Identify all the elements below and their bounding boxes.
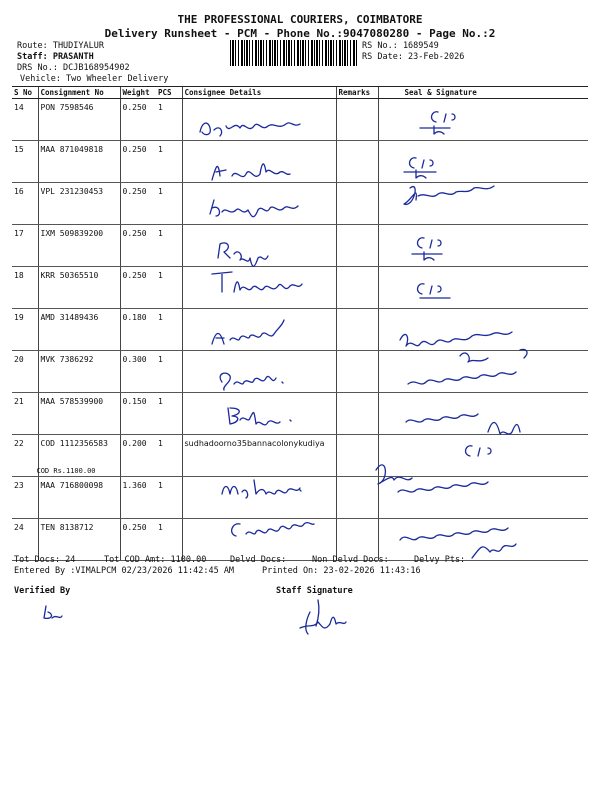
header-consignee: Consignee Details [182,87,336,99]
table-row [12,435,588,477]
row-sno: 24 [12,519,38,561]
runsheet-subtitle: Delivery Runsheet - PCM - Phone No.:9047080280 - Page No.:2 [104,27,496,40]
row-signature [378,393,588,435]
rs-number: RS No.: 1689549 [362,41,439,51]
row-pcs: 1 [156,393,182,435]
staff-label: Staff: PRASANTH [17,52,94,62]
barcode [230,40,358,66]
row-remarks [336,99,378,141]
row-consignee [182,141,336,183]
row-remarks [336,267,378,309]
runsheet-table [12,86,588,561]
row-consignment: PON 7598546 [38,99,120,141]
row-consignment [38,435,120,477]
row-remarks [336,393,378,435]
row-signature [378,225,588,267]
row-consignee [182,477,336,519]
table-row [12,267,588,309]
header-remarks: Remarks [336,87,378,99]
row-weight: 0.250 [120,267,156,309]
header-seal-signature: Seal & Signature [378,87,588,99]
row-weight: 0.250 [120,225,156,267]
table-row [12,183,588,225]
table-row [12,225,588,267]
signature [44,606,62,618]
row-consignment: MAA 716800098 [38,477,120,519]
row-consignment: IXM 509839200 [38,225,120,267]
row-pcs: 1 [156,435,182,477]
table-row [12,393,588,435]
row-pcs: 1 [156,183,182,225]
row-consignee [182,351,336,393]
row-weight: 0.250 [120,141,156,183]
row-weight: 0.250 [120,519,156,561]
table-row [12,477,588,519]
staff-signature-label: Staff Signature [276,586,353,596]
row-consignee [182,309,336,351]
row-sno: 16 [12,183,38,225]
row-signature [378,477,588,519]
table-header-row [12,87,588,99]
row-consignee: sudhadoorno35bannacolonykudiya [182,435,336,477]
row-sno: 15 [12,141,38,183]
row-consignment: MAA 578539900 [38,393,120,435]
row-sno: 23 [12,477,38,519]
cod-amount: COD Rs.1100.00 [36,467,96,475]
row-consignee [182,267,336,309]
entered-by: Entered By :VIMALPCM 02/23/2026 11:42:45 AM [14,566,235,576]
header-sno: S No [12,87,38,99]
row-remarks [336,435,378,477]
row-consignment: AMD 31489436 [38,309,120,351]
table-row [12,141,588,183]
table-row [12,351,588,393]
row-sno: 14 [12,99,38,141]
row-signature [378,267,588,309]
table-row [12,309,588,351]
row-remarks [336,351,378,393]
row-pcs: 1 [156,309,182,351]
row-signature [378,351,588,393]
table-row [12,519,588,561]
row-weight: 0.300 [120,351,156,393]
row-signature [378,141,588,183]
row-weight: 0.180 [120,309,156,351]
delivery-points: Delvy Pts: [414,555,466,565]
rs-date: RS Date: 23-Feb-2026 [362,52,465,62]
drs-label: DRS No.: DCJB168954902 [17,63,130,73]
row-signature [378,99,588,141]
row-consignment: VPL 231230453 [38,183,120,225]
row-weight: 0.250 [120,99,156,141]
row-weight: 0.200 [120,435,156,477]
row-weight: 0.150 [120,393,156,435]
table-row [12,99,588,141]
row-signature [378,519,588,561]
non-delivered-docs: Non Delvd Docs: [312,555,389,565]
row-signature [378,435,588,477]
row-sno: 18 [12,267,38,309]
row-consignee [182,183,336,225]
row-consignment-text: COD 1112356583 [40,439,108,448]
delivered-docs: Delvd Docs: [230,555,287,565]
row-remarks [336,477,378,519]
row-sno: 17 [12,225,38,267]
row-signature [378,183,588,225]
header-consignment: Consignment No [38,87,120,99]
row-consignment: KRR 50365510 [38,267,120,309]
row-pcs: 1 [156,99,182,141]
route-label: Route: THUDIYALUR [17,41,104,51]
row-consignment: MAA 871049818 [38,141,120,183]
row-consignment: MVK 7386292 [38,351,120,393]
row-pcs: 1 [156,519,182,561]
row-consignee [182,225,336,267]
verified-by-label: Verified By [14,586,71,596]
row-pcs: 1 [156,225,182,267]
row-sno: 19 [12,309,38,351]
printed-on: Printed On: 23-02-2026 11:43:16 [262,566,421,576]
row-weight: 0.250 [120,183,156,225]
row-remarks [336,183,378,225]
signature [300,600,346,634]
row-consignee [182,393,336,435]
header-weight: Weight [120,87,156,99]
row-remarks [336,225,378,267]
total-docs: Tot Docs: 24 [14,555,76,565]
row-weight: 1.360 [120,477,156,519]
row-pcs: 1 [156,351,182,393]
row-sno: 22 [12,435,38,477]
row-remarks [336,141,378,183]
total-cod-amount: Tot COD Amt: 1100.00 [104,555,207,565]
row-remarks [336,309,378,351]
row-signature [378,309,588,351]
row-pcs: 1 [156,477,182,519]
header-pcs: PCS [156,87,182,99]
row-sno: 20 [12,351,38,393]
row-consignee [182,99,336,141]
vehicle-label: Vehicle: Two Wheeler Delivery [20,74,169,84]
row-sno: 21 [12,393,38,435]
row-pcs: 1 [156,267,182,309]
row-consignment: TEN 8138712 [38,519,120,561]
company-title: THE PROFESSIONAL COURIERS, COIMBATORE [177,13,423,26]
row-pcs: 1 [156,141,182,183]
